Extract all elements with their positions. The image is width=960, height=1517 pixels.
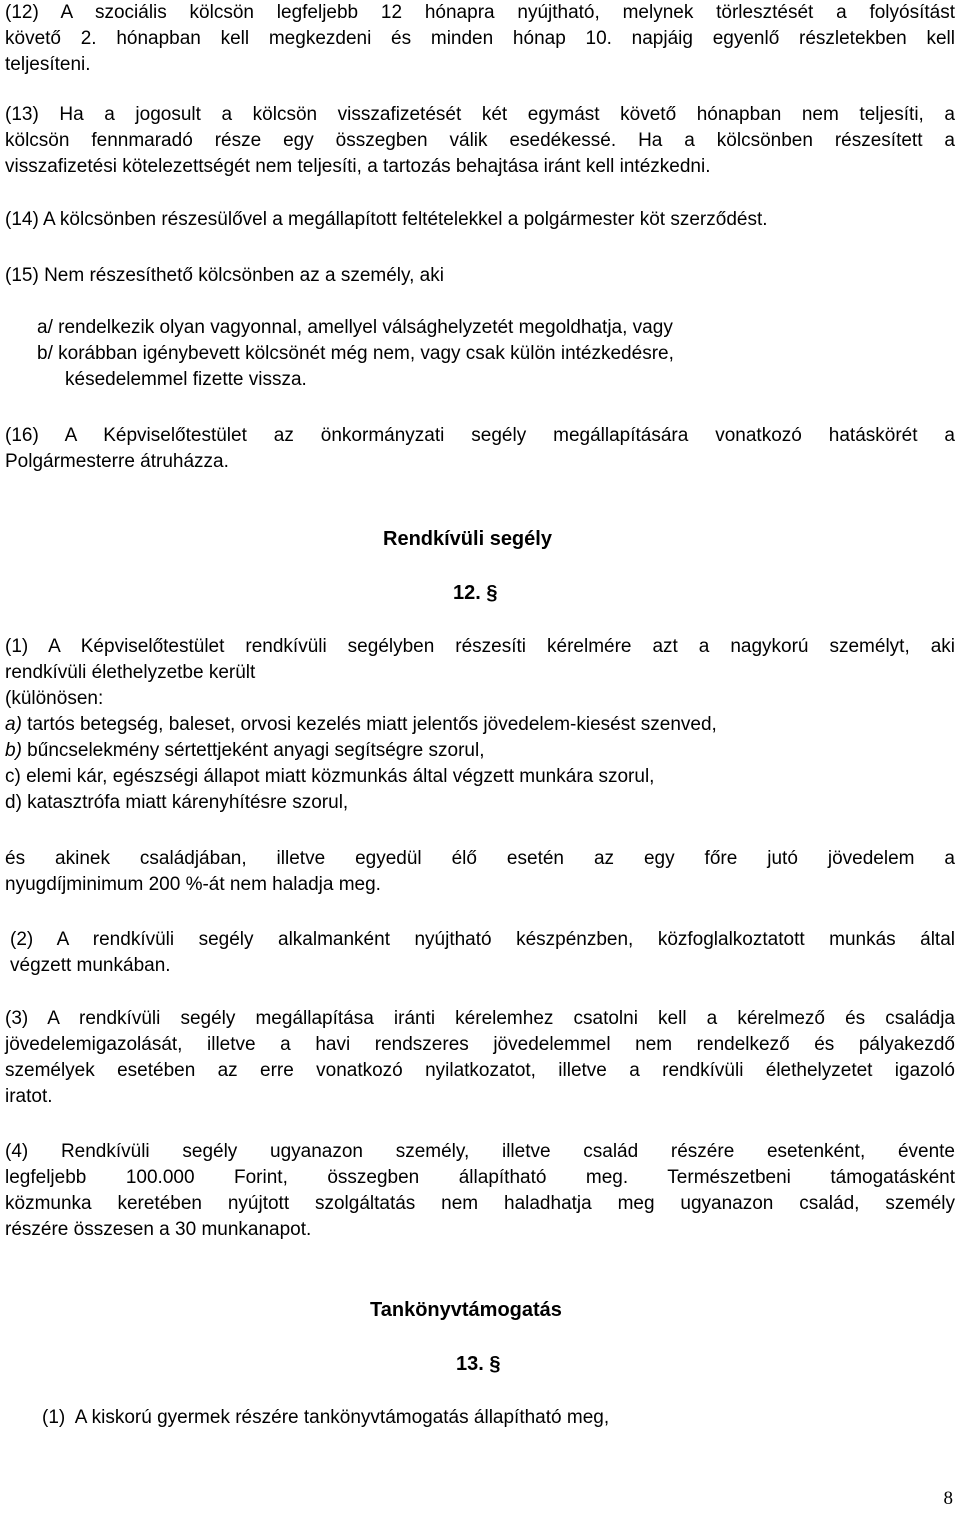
text-line: Polgármesterre átruházza. xyxy=(5,451,229,472)
text-line: személyek esetében az erre vonatkozó nyilatkozatot, illetve a rendkívüli élethelyzetet igazoló xyxy=(5,1060,955,1081)
text-line: legfeljebb 100.000 Forint, összegben állapítható meg. Természetbeni támogatásként xyxy=(5,1167,955,1188)
text-line: (14) A kölcsönben részesülővel a megállapított feltételekkel a polgármester köt szerződést. xyxy=(5,209,768,230)
text-line: kölcsön fennmaradó része egy összegben válik esedékessé. Ha a kölcsönben részesített a xyxy=(5,130,955,151)
text-line: (2) A rendkívüli segély alkalmanként nyújtható készpénzben, közfoglalkoztatott munkás által xyxy=(10,929,955,950)
paragraph-12-1 xyxy=(5,634,955,816)
text-line: jövedelemigazolását, illetve a havi rendszeres jövedelemmel nem rendelkező és pályakezdő xyxy=(5,1034,955,1055)
paragraph-12-3 xyxy=(5,1006,955,1110)
text-line: rendkívüli élethelyzetbe került xyxy=(5,662,256,683)
text-line: (13) Ha a jogosult a kölcsön visszafizetését két egymást követő hónapban nem teljesíti, a xyxy=(5,104,955,125)
list-text: tartós betegség, baleset, orvosi kezelés miatt jelentős jövedelem-kiesést szenved, xyxy=(21,714,717,735)
paragraph-12-1-condition xyxy=(5,846,955,898)
list-item: d) katasztrófa miatt kárenyhítésre szorul, xyxy=(5,792,349,813)
text-line: (16) A Képviselőtestület az önkormányzati segély megállapítására vonatkozó hatáskörét a xyxy=(5,425,955,446)
list-item: b/ korábban igénybevett kölcsönét még nem, vagy csak külön intézkedésre, xyxy=(37,343,674,364)
list-label: a) xyxy=(5,714,22,735)
text-line: (1) A Képviselőtestület rendkívüli segélyben részesíti kérelmére azt a nagykorú személyt, aki xyxy=(5,636,955,657)
paragraph-12-4 xyxy=(5,1139,955,1243)
text-line: (különösen: xyxy=(5,688,104,709)
list-item xyxy=(5,738,955,764)
text-line: (15) Nem részesíthető kölcsönben az a személy, aki xyxy=(5,265,444,286)
paragraph-15-list xyxy=(37,315,937,393)
section-number: 12. § xyxy=(453,582,498,604)
text-line: (1) A kiskorú gyermek részére tankönyvtámogatás állapítható meg, xyxy=(42,1407,610,1428)
list-text: bűncselekmény sértettjeként anyagi segítségre szorul, xyxy=(21,740,485,761)
text-line: követő 2. hónapban kell megkezdeni és minden hónap 10. napjáig egyenlő részletekben kell xyxy=(5,28,955,49)
section-title: Rendkívüli segély xyxy=(383,528,552,550)
paragraph-15 xyxy=(5,263,955,289)
text-line: (12) A szociális kölcsön legfeljebb 12 hónapra nyújtható, melynek törlesztését a folyósítást xyxy=(5,2,955,23)
text-line: nyugdíjminimum 200 %-át nem haladja meg. xyxy=(5,874,381,895)
list-item-continuation: késedelemmel fizette vissza. xyxy=(65,369,307,390)
text-line: és akinek családjában, illetve egyedül élő esetén az egy főre jutó jövedelem a xyxy=(5,848,955,869)
text-line: iratot. xyxy=(5,1086,53,1107)
text-line: (4) Rendkívüli segély ugyanazon személy, illetve család részére esetenként, évente xyxy=(5,1141,955,1162)
list-label: b) xyxy=(5,740,22,761)
paragraph-13-1 xyxy=(42,1405,942,1431)
paragraph-12-2 xyxy=(10,927,955,979)
text-line: részére összesen a 30 munkanapot. xyxy=(5,1219,312,1240)
paragraph-12 xyxy=(5,0,955,78)
text-line: visszafizetési kötelezettségét nem teljesíti, a tartozás behajtása iránt kell intézkedni. xyxy=(5,156,711,177)
page-number: 8 xyxy=(943,1488,953,1509)
text-line: végzett munkában. xyxy=(10,955,171,976)
section-title: Tankönyvtámogatás xyxy=(370,1299,562,1321)
paragraph-13 xyxy=(5,102,955,180)
paragraph-16 xyxy=(5,423,955,475)
list-item xyxy=(5,712,955,738)
text-line: teljesíteni. xyxy=(5,54,91,75)
list-item: a/ rendelkezik olyan vagyonnal, amellyel válsághelyzetét megoldhatja, vagy xyxy=(37,317,673,338)
text-line: közmunka keretében nyújtott szolgáltatás nem haladhatja meg ugyanazon család, személy xyxy=(5,1193,955,1214)
list-item: c) elemi kár, egészségi állapot miatt közmunkás által végzett munkára szorul, xyxy=(5,766,655,787)
section-number: 13. § xyxy=(456,1353,501,1375)
text-line: (3) A rendkívüli segély megállapítása iránti kérelemhez csatolni kell a kérelmező és családja xyxy=(5,1008,955,1029)
paragraph-14 xyxy=(5,207,955,233)
